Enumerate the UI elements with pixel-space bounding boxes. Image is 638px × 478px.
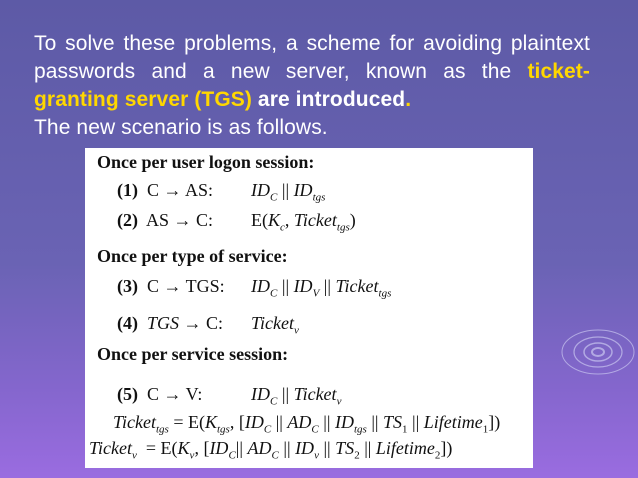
section-logon: Once per user logon session: [97, 152, 315, 172]
step-3-msg: $ID_C$ || $ID_V$ || Ticket$_{tgs}$ [251, 276, 392, 300]
step-2-flow: (2) AS → C: [117, 210, 214, 230]
ticket-tgs-formula: Ticket$_{tgs}$ = $E(K_{tgs}$, [$ID_C$ || $AD_C$ || $ID_{tgs}$ || $TS_1$ || Lifetime$_1$]) [113, 412, 501, 436]
kerberos-figure [85, 148, 533, 468]
tgs-highlight: ticket-granting server (TGS) [34, 60, 590, 111]
step-5-msg: $ID_C$ || Ticket$_v$ [251, 384, 342, 408]
step-1-flow: (1) C → AS: [117, 180, 214, 200]
step-3-flow: (3) C → TGS: [117, 276, 225, 296]
step-5-flow: (5) C → V: [117, 384, 203, 404]
period: . [405, 88, 412, 111]
ticket-v-formula: Ticket$_v$ = $E(K_v$, [$ID_C||$ $AD_C$ || $ID_v$ || $TS_2$ || Lifetime$_2$]) [89, 438, 453, 462]
swirl-decoration [548, 318, 638, 388]
body-paragraph [34, 30, 590, 142]
introduced-text: are introduced [251, 88, 406, 111]
scenario-line: The new scenario is as follows. [34, 116, 328, 139]
step-1-msg: $ID_C$ || $ID_{tgs}$ [251, 180, 326, 204]
step-2-msg: $E(K_c$, Ticket$_{tgs}$) [251, 210, 356, 234]
step-4-msg: Ticket$_v$ [251, 313, 299, 337]
section-service-type: Once per type of service: [97, 246, 288, 266]
section-service-session: Once per service session: [97, 344, 289, 364]
intro-text: To solve these problems, a scheme for avoiding plaintext passwords and a new server, known as the [34, 32, 590, 83]
step-4-flow: (4) TGS → C: [117, 313, 224, 333]
